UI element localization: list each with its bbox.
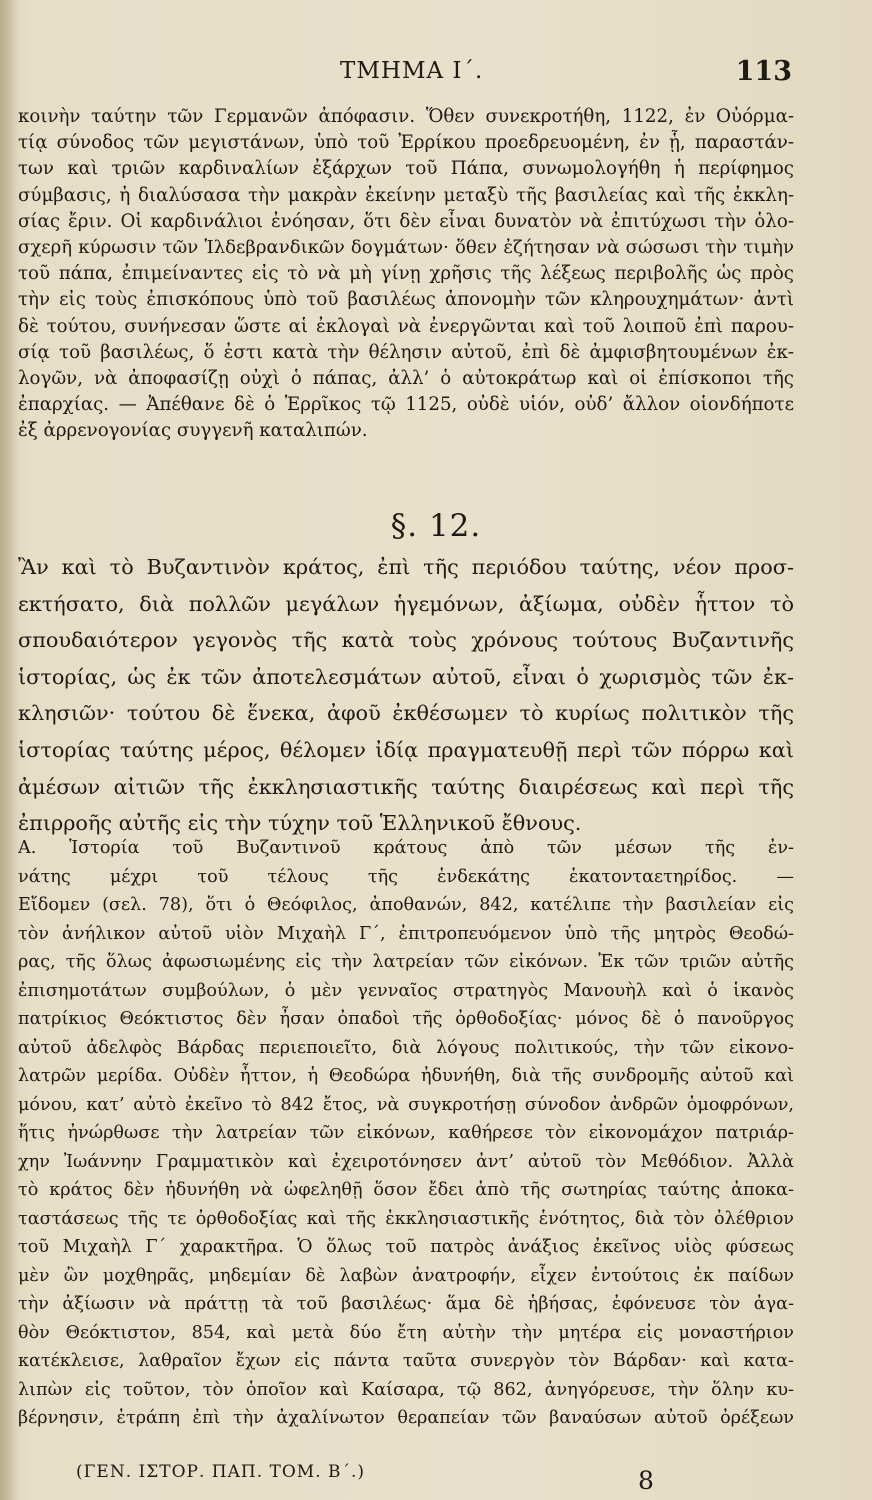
text-line: ἥτις ἠνώρθωσε τὴν λατρείαν τῶν εἰκόνων, καθήρεσε τὸν εἰκονομάχον πατριάρ- <box>18 1123 794 1143</box>
text-line: σύμβασις, ἡ διαλύσασα τὴν μακρὰν ἐκείνην μεταξὺ τῆς βασιλείας καὶ τῆς ἐκκλη- <box>18 184 794 206</box>
text-line: τοῦ Μιχαὴλ Γ΄ χαρακτῆρα. Ὁ ὅλως τοῦ πατρὸς ἀνάξιος ἐκεῖνος υἱὸς φύσεως <box>18 1237 794 1257</box>
text-line: ἐξ ἀρρενογονίας συγγενῆ καταλιπών. <box>18 420 368 442</box>
text-line: ἐπιρροῆς αὐτῆς εἰς τὴν τύχην τοῦ Ἑλληνικοῦ ἔθνους. <box>18 811 582 836</box>
text-line: σίᾳ τοῦ βασιλέως, ὅ ἐστι κατὰ τὴν θέλησιν αὐτοῦ, ἐπὶ δὲ ἀμφισβητουμένων ἐκ- <box>18 341 794 363</box>
text-line: βέρνησιν, ἐτράπη ἐπὶ τὴν ἀχαλίνωτον θεραπείαν τῶν βαναύσων αὐτοῦ ὀρέξεων <box>18 1408 794 1428</box>
text-line: ταστάσεως τῆς τε ὀρθοδοξίας καὶ τῆς ἐκκλησιαστικῆς ἑνότητος, διὰ τὸν ὀλέθριον <box>18 1208 794 1229</box>
text-line: κατέκλεισε, λαθραῖον ἔχων εἰς πάντα ταῦτα συνεργὸν τὸν Βάρδαν· καὶ κατα- <box>18 1351 794 1371</box>
text-line: χην Ἰωάννην Γραμματικὸν καὶ ἐχειροτόνησεν ἀντ’ αὐτοῦ τὸν Μεθόδιον. Ἀλλὰ <box>18 1151 794 1172</box>
signature-line: (ΓΕΝ. ΙΣΤΟΡ. ΠΑΠ. ΤΟΜ. Β΄.) <box>76 1462 366 1482</box>
text-line: κοινὴν ταύτην τῶν Γερμανῶν ἀπόφασιν. Ὅθεν συνεκροτήθη, 1122, ἐν Οὐόρμα- <box>18 106 794 127</box>
signature-mark: 8 <box>638 1466 654 1495</box>
paragraph-3 <box>18 834 794 1433</box>
page-footer <box>0 1462 872 1498</box>
text-line: μὲν ὢν μοχθηρᾶς, μηδεμίαν δὲ λαβὼν ἀνατροφήν, εἶχεν ἐντούτοις ἐκ παίδων <box>18 1265 794 1286</box>
text-line: αὐτοῦ ἀδελφὸς Βάρδας περιεποιεῖτο, διὰ λόγους πολιτικούς, τὴν τῶν εἰκονο- <box>18 1037 794 1058</box>
text-line: θὸν Θεόκτιστον, 854, καὶ μετὰ δύο ἔτη αὐτὴν τὴν μητέρα εἰς μοναστήριον <box>18 1322 794 1343</box>
text-line: Α. Ἱστορία τοῦ Βυζαντινοῦ κράτους ἀπὸ τῶν μέσων τῆς ἐν- <box>18 838 794 858</box>
text-line: ἱστορίας, ὡς ἐκ τῶν ἀποτελεσμάτων αὐτοῦ, εἶναι ὁ χωρισμὸς τῶν ἐκ- <box>18 664 794 689</box>
text-line: τὴν εἰς τοὺς ἐπισκόπους ὑπὸ τοῦ βασιλέως ἀπονομὴν τῶν κληρουχημάτων· ἀντὶ <box>18 289 794 311</box>
text-line: λογῶν, νὰ ἀποφασίζῃ οὐχὶ ὁ πάπας, ἀλλ’ ὁ αὐτοκράτωρ καὶ οἱ ἐπίσκοποι τῆς <box>18 367 794 389</box>
binding-shadow <box>0 0 18 1500</box>
text-line: των καὶ τριῶν καρδιναλίων ἐξάρχων τοῦ Πάπα, συνωμολογήθη ἡ περίφημος <box>18 158 794 180</box>
text-line: ἱστορίας ταύτης μέρος, θέλομεν ἰδίᾳ πραγματευθῇ περὶ τῶν πόρρω καὶ <box>18 737 794 762</box>
text-line: τὴν ἀξίωσιν νὰ πράττῃ τὰ τοῦ βασιλέως· ἅμα δὲ ἡβήσας, ἐφόνευσε τὸν ἀγα- <box>18 1294 794 1314</box>
section-heading: §. 12. <box>390 508 482 544</box>
paragraph-1 <box>18 104 794 444</box>
text-line: κλησιῶν· τούτου δὲ ἕνεκα, ἀφοῦ ἐκθέσωμεν τὸ κυρίως πολιτικὸν τῆς <box>18 701 794 726</box>
text-line: εκτήσατο, διὰ πολλῶν μεγάλων ἡγεμόνων, ἀξίωμα, οὐδὲν ἧττον τὸ <box>18 591 794 616</box>
running-head: ΤΜΗΜΑ Ι΄. <box>340 58 484 84</box>
text-line: δὲ τούτου, συνήνεσαν ὥστε αἱ ἐκλογαὶ νὰ ἐνεργῶνται καὶ τοῦ λοιποῦ ἐπὶ παρου- <box>18 315 794 337</box>
text-line: τὸ κράτος δὲν ἠδυνήθη νὰ ὠφεληθῇ ὅσον ἔδει ἀπὸ τῆς σωτηρίας ταύτης ἀποκα- <box>18 1180 794 1200</box>
text-line: σίας ἔριν. Οἱ καρδινάλιοι ἐνόησαν, ὅτι δὲν εἶναι δυνατὸν νὰ ἐπιτύχωσι τὴν ὁλο- <box>18 210 794 232</box>
text-line: Εἴδομεν (σελ. 78), ὅτι ὁ Θεόφιλος, ἀποθανών, 842, κατέλιπε τὴν βασιλείαν εἰς <box>18 895 794 915</box>
text-line: τοῦ πάπα, ἐπιμείναντες εἰς τὸ νὰ μὴ γίνῃ χρῆσις τῆς λέξεως περιβολῆς ὡς πρὸς <box>18 263 794 285</box>
page-header <box>0 58 872 98</box>
text-line: ἐπαρχίας. — Ἀπέθανε δὲ ὁ Ἐρρῖκος τῷ 1125, οὐδὲ υἱόν, οὐδ’ ἄλλον οἱονδήποτε <box>18 394 794 416</box>
text-line: ἀμέσων αἰτιῶν τῆς ἐκκλησιαστικῆς ταύτης διαιρέσεως καὶ περὶ τῆς <box>18 774 794 799</box>
text-line: σπουδαιότερον γεγονὸς τῆς κατὰ τοὺς χρόνους τούτους Βυζαντινῆς <box>18 628 794 653</box>
text-line: τὸν ἀνήλικον αὐτοῦ υἱὸν Μιχαὴλ Γ΄, ἐπιτροπευόμενον ὑπὸ τῆς μητρὸς Θεοδώ- <box>18 923 794 944</box>
text-line: λιπὼν εἰς τοῦτον, τὸν ὁποῖον καὶ Καίσαρα, τῷ 862, ἀνηγόρευσε, τὴν ὅλην κυ- <box>18 1379 794 1400</box>
text-line: σχερῆ κύρωσιν τῶν Ἱλδεβρανδικῶν δογμάτων· ὅθεν ἐζήτησαν νὰ σώσωσι τὴν τιμὴν <box>18 236 794 258</box>
paragraph-2 <box>18 549 794 842</box>
text-line: ρας, τῆς ὅλως ἀφωσιωμένης εἰς τὴν λατρείαν τῶν εἰκόνων. Ἐκ τῶν τριῶν αὐτῆς <box>18 952 794 972</box>
text-line: Ἂν καὶ τὸ Βυζαντινὸν κράτος, ἐπὶ τῆς περιόδου ταύτης, νέον προσ- <box>18 555 794 579</box>
text-line: λατρῶν μερίδα. Οὐδὲν ἧττον, ἡ Θεοδώρα ἠδυνήθη, διὰ τῆς συνδρομῆς αὐτοῦ καὶ <box>18 1066 794 1086</box>
text-line: τίᾳ σύνοδος τῶν μεγιστάνων, ὑπὸ τοῦ Ἐρρίκου προεδρευομένη, ἐν ᾗ, παραστάν- <box>18 132 794 154</box>
text-line: ἐπισημοτάτων συμβούλων, ὁ μὲν γενναῖος στρατηγὸς Μανουὴλ καὶ ὁ ἱκανὸς <box>18 980 794 1001</box>
page-number: 113 <box>735 56 792 87</box>
text-line: πατρίκιος Θεόκτιστος δὲν ἦσαν ὀπαδοὶ τῆς ὀρθοδοξίας· μόνος δὲ ὁ πανοῦργος <box>18 1009 794 1029</box>
text-line: μόνου, κατ’ αὐτὸ ἐκεῖνο τὸ 842 ἔτος, νὰ συγκροτήσῃ σύνοδον ἀνδρῶν ὁμοφρόνων, <box>18 1094 794 1115</box>
text-line: νάτης μέχρι τοῦ τέλους τῆς ἑνδεκάτης ἑκατονταετηρίδος. — <box>18 866 794 887</box>
